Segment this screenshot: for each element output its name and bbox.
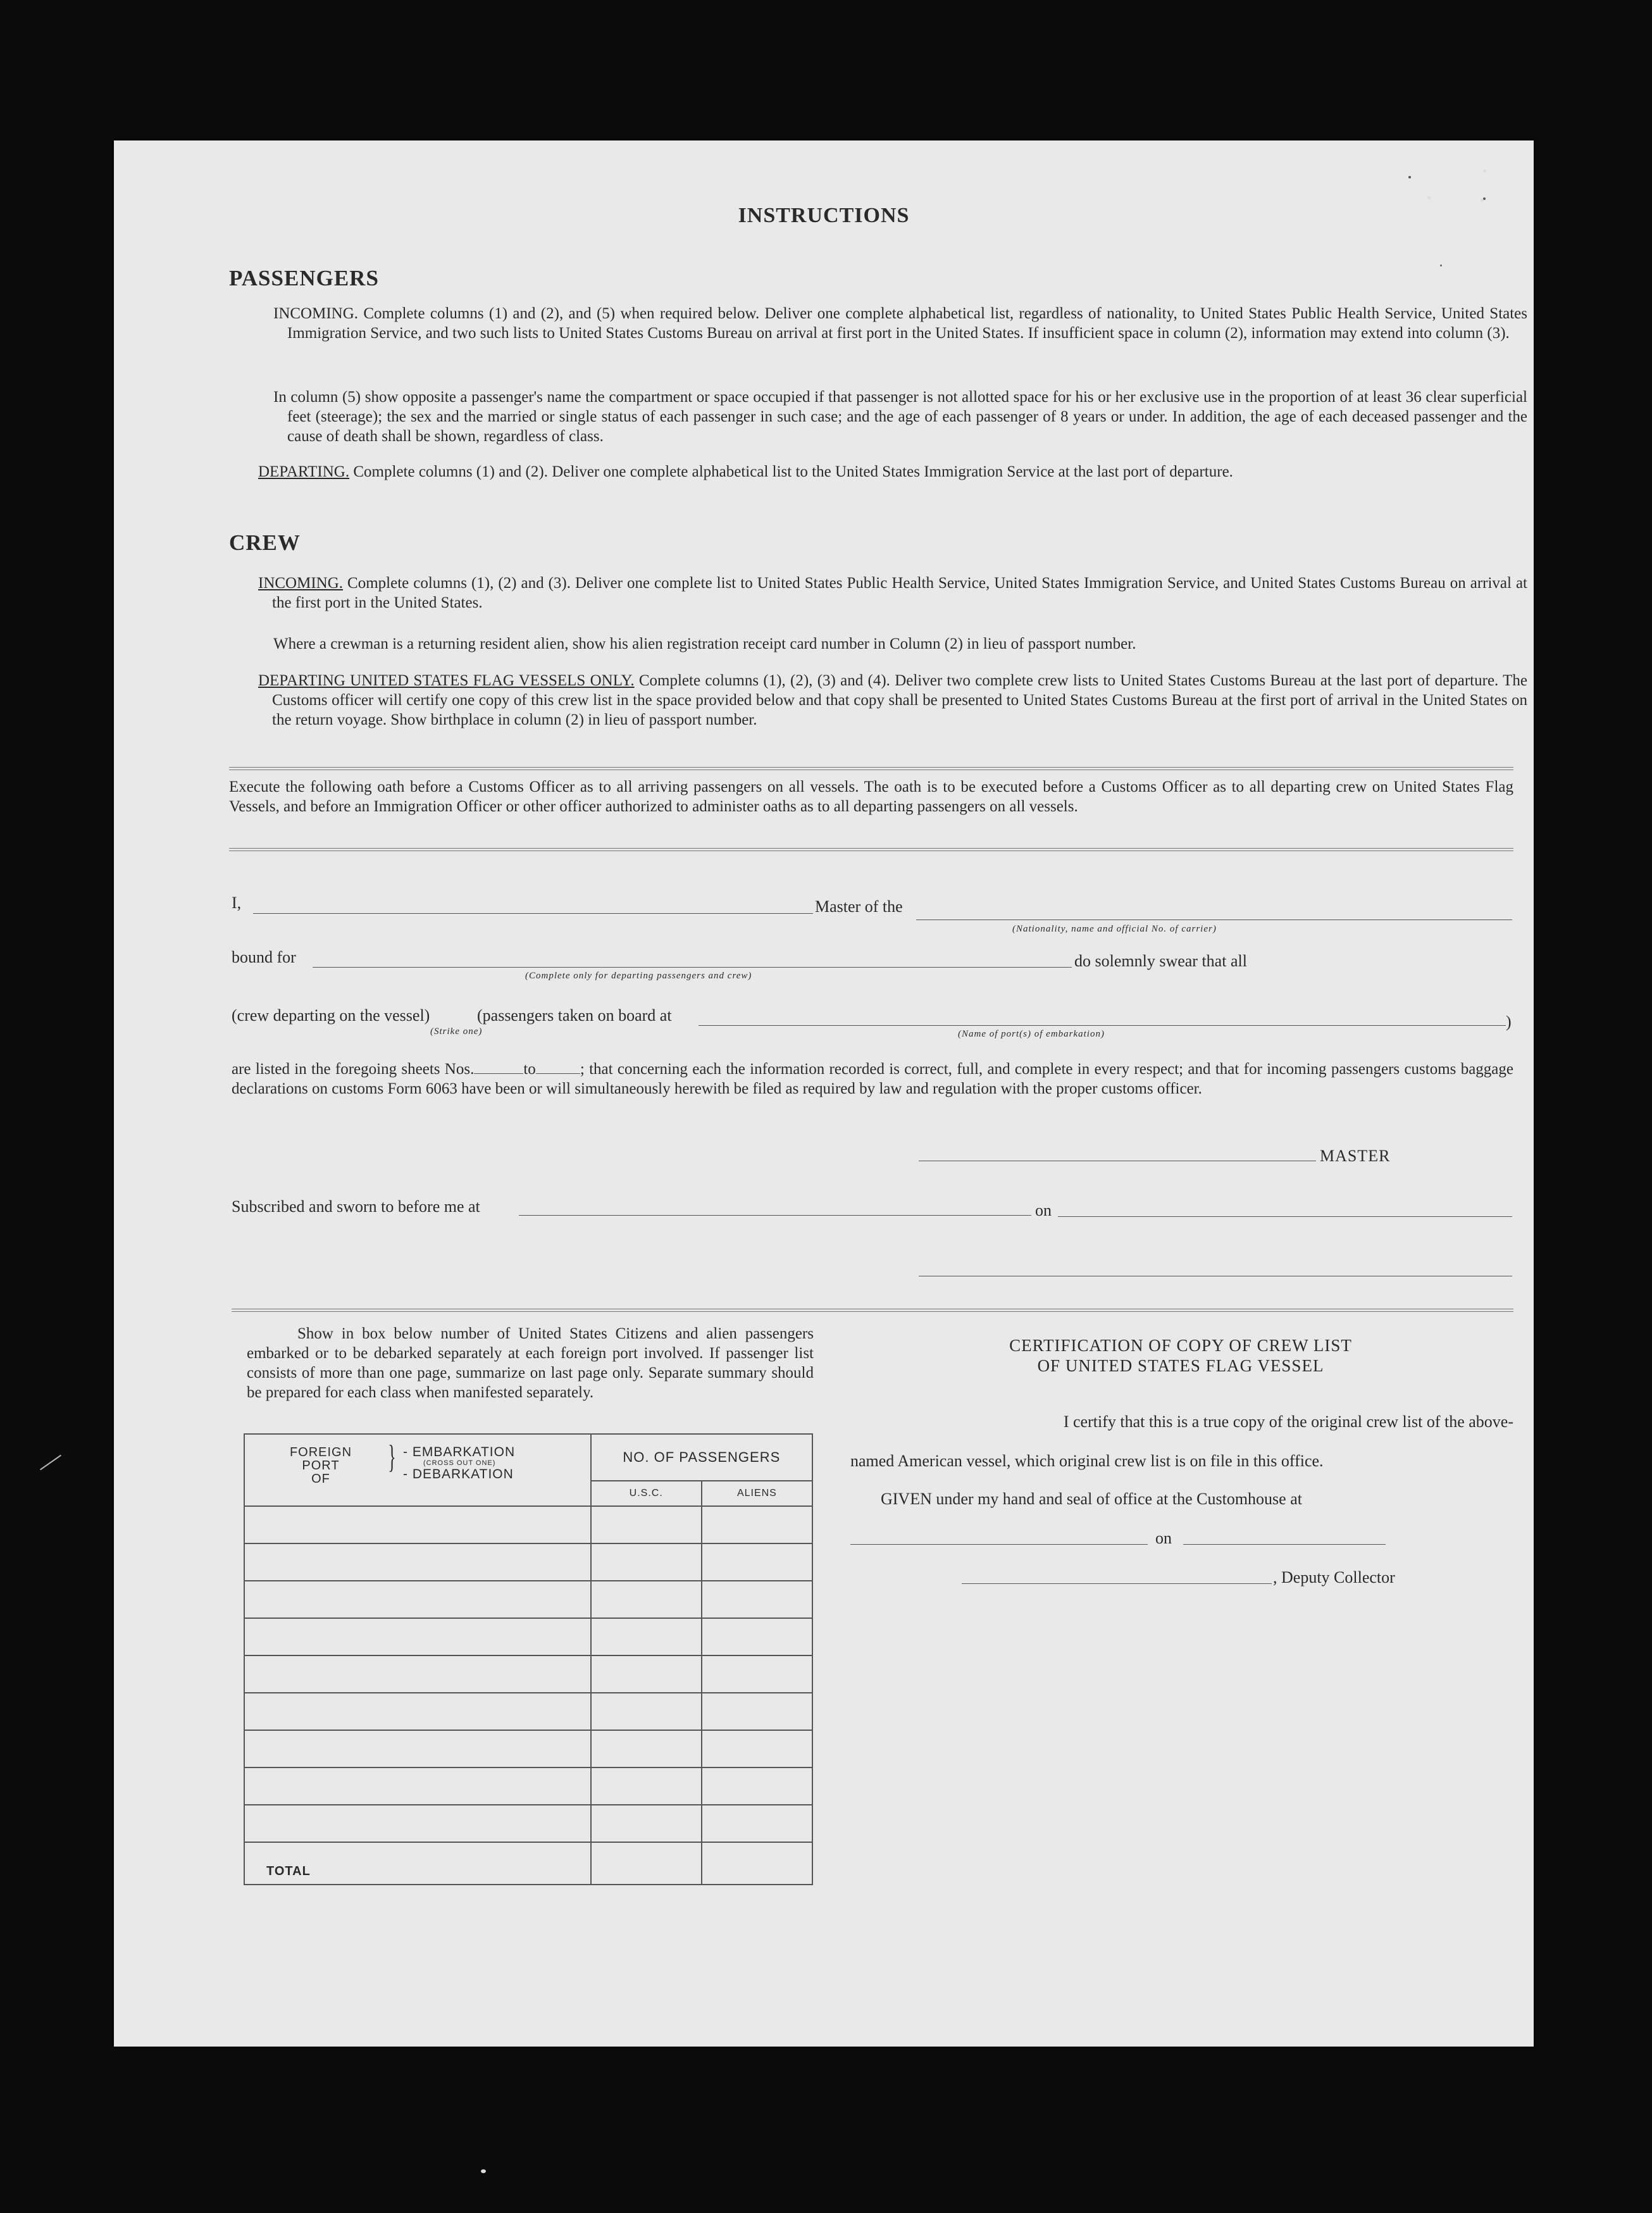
aliens-cell[interactable] (702, 1618, 812, 1655)
complete-only-caption: (Complete only for departing passengers and crew) (525, 971, 752, 981)
double-rule (232, 1309, 1513, 1312)
passengers-incoming-label: INCOMING. (273, 305, 359, 322)
debarkation-option: - DEBARKATION (403, 1467, 514, 1481)
port-cell[interactable] (244, 1730, 591, 1767)
aliens-cell[interactable] (702, 1655, 812, 1693)
close-paren: ) (1506, 1013, 1512, 1031)
usc-cell[interactable] (591, 1805, 702, 1842)
passengers-incoming-text: Complete columns (1) and (2), and (5) when required below. Deliver one complete alphabetical list, regardless of nationality, to United States Public Health Service, United States Immigration Service, and two such lists to United States Customs Bureau on arrival at first port in the United States. If insufficient space in column (2), information may extend into column (3). (287, 305, 1528, 342)
port-word: PORT (302, 1459, 340, 1473)
carrier-field[interactable] (916, 919, 1512, 920)
port-cell[interactable] (244, 1506, 591, 1543)
passengers-departing (258, 462, 1527, 482)
crew-departing-text: Complete columns (1), (2), (3) and (4). Deliver two complete crew lists to United States Customs Bureau at the last port of departure. The Customs officer will certify one copy of this crew list in the space provided below and that copy shall be presented to United States Customs Bureau at the first port of arrival in the United States on the return voyage. Show birthplace in column (2) in lieu of passport number. (272, 672, 1527, 728)
aliens-cell[interactable] (702, 1805, 812, 1842)
summary-instructions: Show in box below number of United States Citizens and alien passengers embarked or to be debarked separately at each foreign port involved. If passenger list consists of more than one page, summarize on last page only. Separate summary should be prepared for each class when manifested separately. (247, 1325, 814, 1401)
bound-for-label: bound for (232, 948, 296, 966)
master-label: MASTER (1320, 1147, 1391, 1165)
cross-out-one-note: (CROSS OUT ONE) (423, 1459, 496, 1467)
usc-cell[interactable] (591, 1693, 702, 1730)
port-cell[interactable] (244, 1618, 591, 1655)
bound-for-field[interactable] (313, 967, 1072, 968)
listed-b-text: ; that concerning each the information recorded is correct, full, and complete in every respect; and that for incoming passengers customs baggage declarations on customs Form 6063 have been or will simultaneously herewith be filed as required by law and regulation with the proper customs officer. (232, 1061, 1513, 1097)
aliens-cell[interactable] (702, 1581, 812, 1618)
crew-departing-label: DEPARTING UNITED STATES FLAG VESSELS ONLY. (258, 672, 635, 689)
table-row (244, 1581, 812, 1618)
foreign-port-header (244, 1434, 591, 1506)
certify-line1: I certify that this is a true copy of the original crew list of the above- (1063, 1412, 1513, 1431)
certification-heading-line2: OF UNITED STATES FLAG VESSEL (1037, 1356, 1324, 1375)
embark-options (403, 1445, 515, 1481)
master-of-the-label: Master of the (815, 897, 903, 916)
usc-cell[interactable] (591, 1767, 702, 1805)
double-rule (229, 767, 1513, 770)
port-cell[interactable] (244, 1693, 591, 1730)
passengers-heading: PASSENGERS (229, 266, 379, 290)
port-cell[interactable] (244, 1581, 591, 1618)
usc-cell[interactable] (591, 1655, 702, 1693)
embarkation-port-field[interactable] (699, 1025, 1506, 1026)
port-cell[interactable] (244, 1767, 591, 1805)
port-cell[interactable] (244, 1543, 591, 1581)
table-row (244, 1730, 812, 1767)
usc-cell[interactable] (591, 1618, 702, 1655)
usc-cell[interactable] (591, 1506, 702, 1543)
total-aliens-cell[interactable] (702, 1842, 812, 1885)
port-caption: (Name of port(s) of embarkation) (958, 1029, 1105, 1039)
sheet-from-field[interactable] (474, 1062, 523, 1074)
subscribed-label: Subscribed and sworn to before me at (232, 1197, 480, 1216)
crew-incoming-label: INCOMING. (258, 575, 344, 592)
table-row (244, 1655, 812, 1693)
double-rule (229, 848, 1513, 851)
customhouse-field[interactable] (850, 1544, 1148, 1545)
scan-speck (481, 2169, 486, 2173)
cert-on-label: on (1155, 1529, 1172, 1547)
of-word: OF (311, 1472, 330, 1486)
crew-incoming-text: Complete columns (1), (2) and (3). Deliver one complete list to United States Public Health Service, United States Immigration Service, and United States Customs Bureau on arrival at the first port in the United States. (272, 575, 1527, 611)
aliens-cell[interactable] (702, 1506, 812, 1543)
crew-incoming (258, 573, 1527, 613)
port-cell[interactable] (244, 1805, 591, 1842)
strike-one-caption: (Strike one) (430, 1026, 483, 1037)
given-text: GIVEN under my hand and seal of office at the Customhouse at (881, 1490, 1302, 1508)
listed-to-text: to (523, 1061, 536, 1078)
oath-i-label: I, (232, 894, 242, 912)
crew-resident-alien: Where a crewman is a returning resident alien, show his alien registration receipt card number in Column (2) in lieu of passport number. (273, 635, 1136, 652)
crew-departing (258, 671, 1527, 730)
passengers-column5: In column (5) show opposite a passenger's name the compartment or space occupied if that passenger is not allotted space for his or her exclusive use in the proportion of at least 36 clear superficial feet (steerage); the sex and the married or single status of each passenger in such case; and the age of each passenger of 8 years or under. In addition, the age of each deceased passenger and the cause of death shall be shown, regardless of class. (273, 389, 1527, 445)
scan-speck (1427, 196, 1431, 199)
total-label: TOTAL (244, 1842, 591, 1885)
total-usc-cell[interactable] (591, 1842, 702, 1885)
sworn-place-field[interactable] (519, 1215, 1031, 1216)
table-row (244, 1506, 812, 1543)
scan-speck (1408, 176, 1411, 178)
passengers-incoming (273, 304, 1527, 343)
master-name-field[interactable] (253, 913, 813, 914)
oath-intro: Execute the following oath before a Customs Officer as to all arriving passengers on all vessels. The oath is to be executed before a Customs Officer as to all departing crew on United States Flag Vessels, and before an Immigration Officer or other officer authorized to administer oaths as to all departing passengers on all vessels. (229, 778, 1513, 815)
no-of-passengers-header: NO. OF PASSENGERS (591, 1434, 812, 1481)
deputy-collector-label: , Deputy Collector (1273, 1568, 1395, 1587)
oath-statement (232, 1059, 1513, 1099)
table-row (244, 1543, 812, 1581)
certification-heading-line1: CERTIFICATION OF COPY OF CREW LIST (1009, 1336, 1352, 1355)
sheet-to-field[interactable] (536, 1062, 580, 1074)
passengers-departing-text: Complete columns (1) and (2). Deliver one complete alphabetical list to the United States Immigration Service at the last port of departure. (353, 463, 1233, 480)
scan-speck (1481, 199, 1484, 202)
aliens-cell[interactable] (702, 1693, 812, 1730)
scan-speck (1483, 170, 1486, 173)
summary-header-row (244, 1434, 812, 1481)
passengers-departing-label: DEPARTING. (258, 463, 350, 480)
total-row (244, 1842, 812, 1885)
listed-a-text: are listed in the foregoing sheets Nos. (232, 1061, 475, 1078)
certification-heading (848, 1335, 1513, 1376)
usc-cell[interactable] (591, 1543, 702, 1581)
passenger-summary-table (244, 1433, 813, 1885)
usc-header: U.S.C. (591, 1481, 702, 1506)
port-cell[interactable] (244, 1655, 591, 1693)
nationality-caption: (Nationality, name and official No. of carrier) (1012, 924, 1217, 934)
table-row (244, 1767, 812, 1805)
swear-label: do solemnly swear that all (1074, 952, 1247, 970)
usc-cell[interactable] (591, 1581, 702, 1618)
table-row (244, 1805, 812, 1842)
foreign-word: FOREIGN (289, 1445, 352, 1459)
page-title: INSTRUCTIONS (738, 204, 910, 227)
embarkation-option: - EMBARKATION (403, 1445, 516, 1459)
aliens-cell[interactable] (702, 1767, 812, 1805)
crew-heading: CREW (229, 530, 301, 555)
passengers-taken-option: (passengers taken on board at (477, 1006, 672, 1025)
foreign-port-of-label (283, 1446, 359, 1486)
deputy-signature-field[interactable] (962, 1583, 1272, 1584)
brace-icon: } (388, 1439, 396, 1475)
certify-line2: named American vessel, which original crew list is on file in this office. (850, 1452, 1324, 1470)
usc-cell[interactable] (591, 1730, 702, 1767)
sworn-date-field[interactable] (1058, 1216, 1512, 1217)
sworn-on-label: on (1035, 1201, 1052, 1219)
table-row (244, 1693, 812, 1730)
scan-mark (40, 1455, 61, 1471)
cert-date-field[interactable] (1183, 1544, 1386, 1545)
scan-speck (1440, 265, 1442, 266)
table-row (244, 1618, 812, 1655)
aliens-cell[interactable] (702, 1730, 812, 1767)
aliens-cell[interactable] (702, 1543, 812, 1581)
form-page (114, 140, 1534, 2047)
aliens-header: ALIENS (702, 1481, 812, 1506)
crew-departing-option: (crew departing on the vessel) (232, 1006, 430, 1025)
